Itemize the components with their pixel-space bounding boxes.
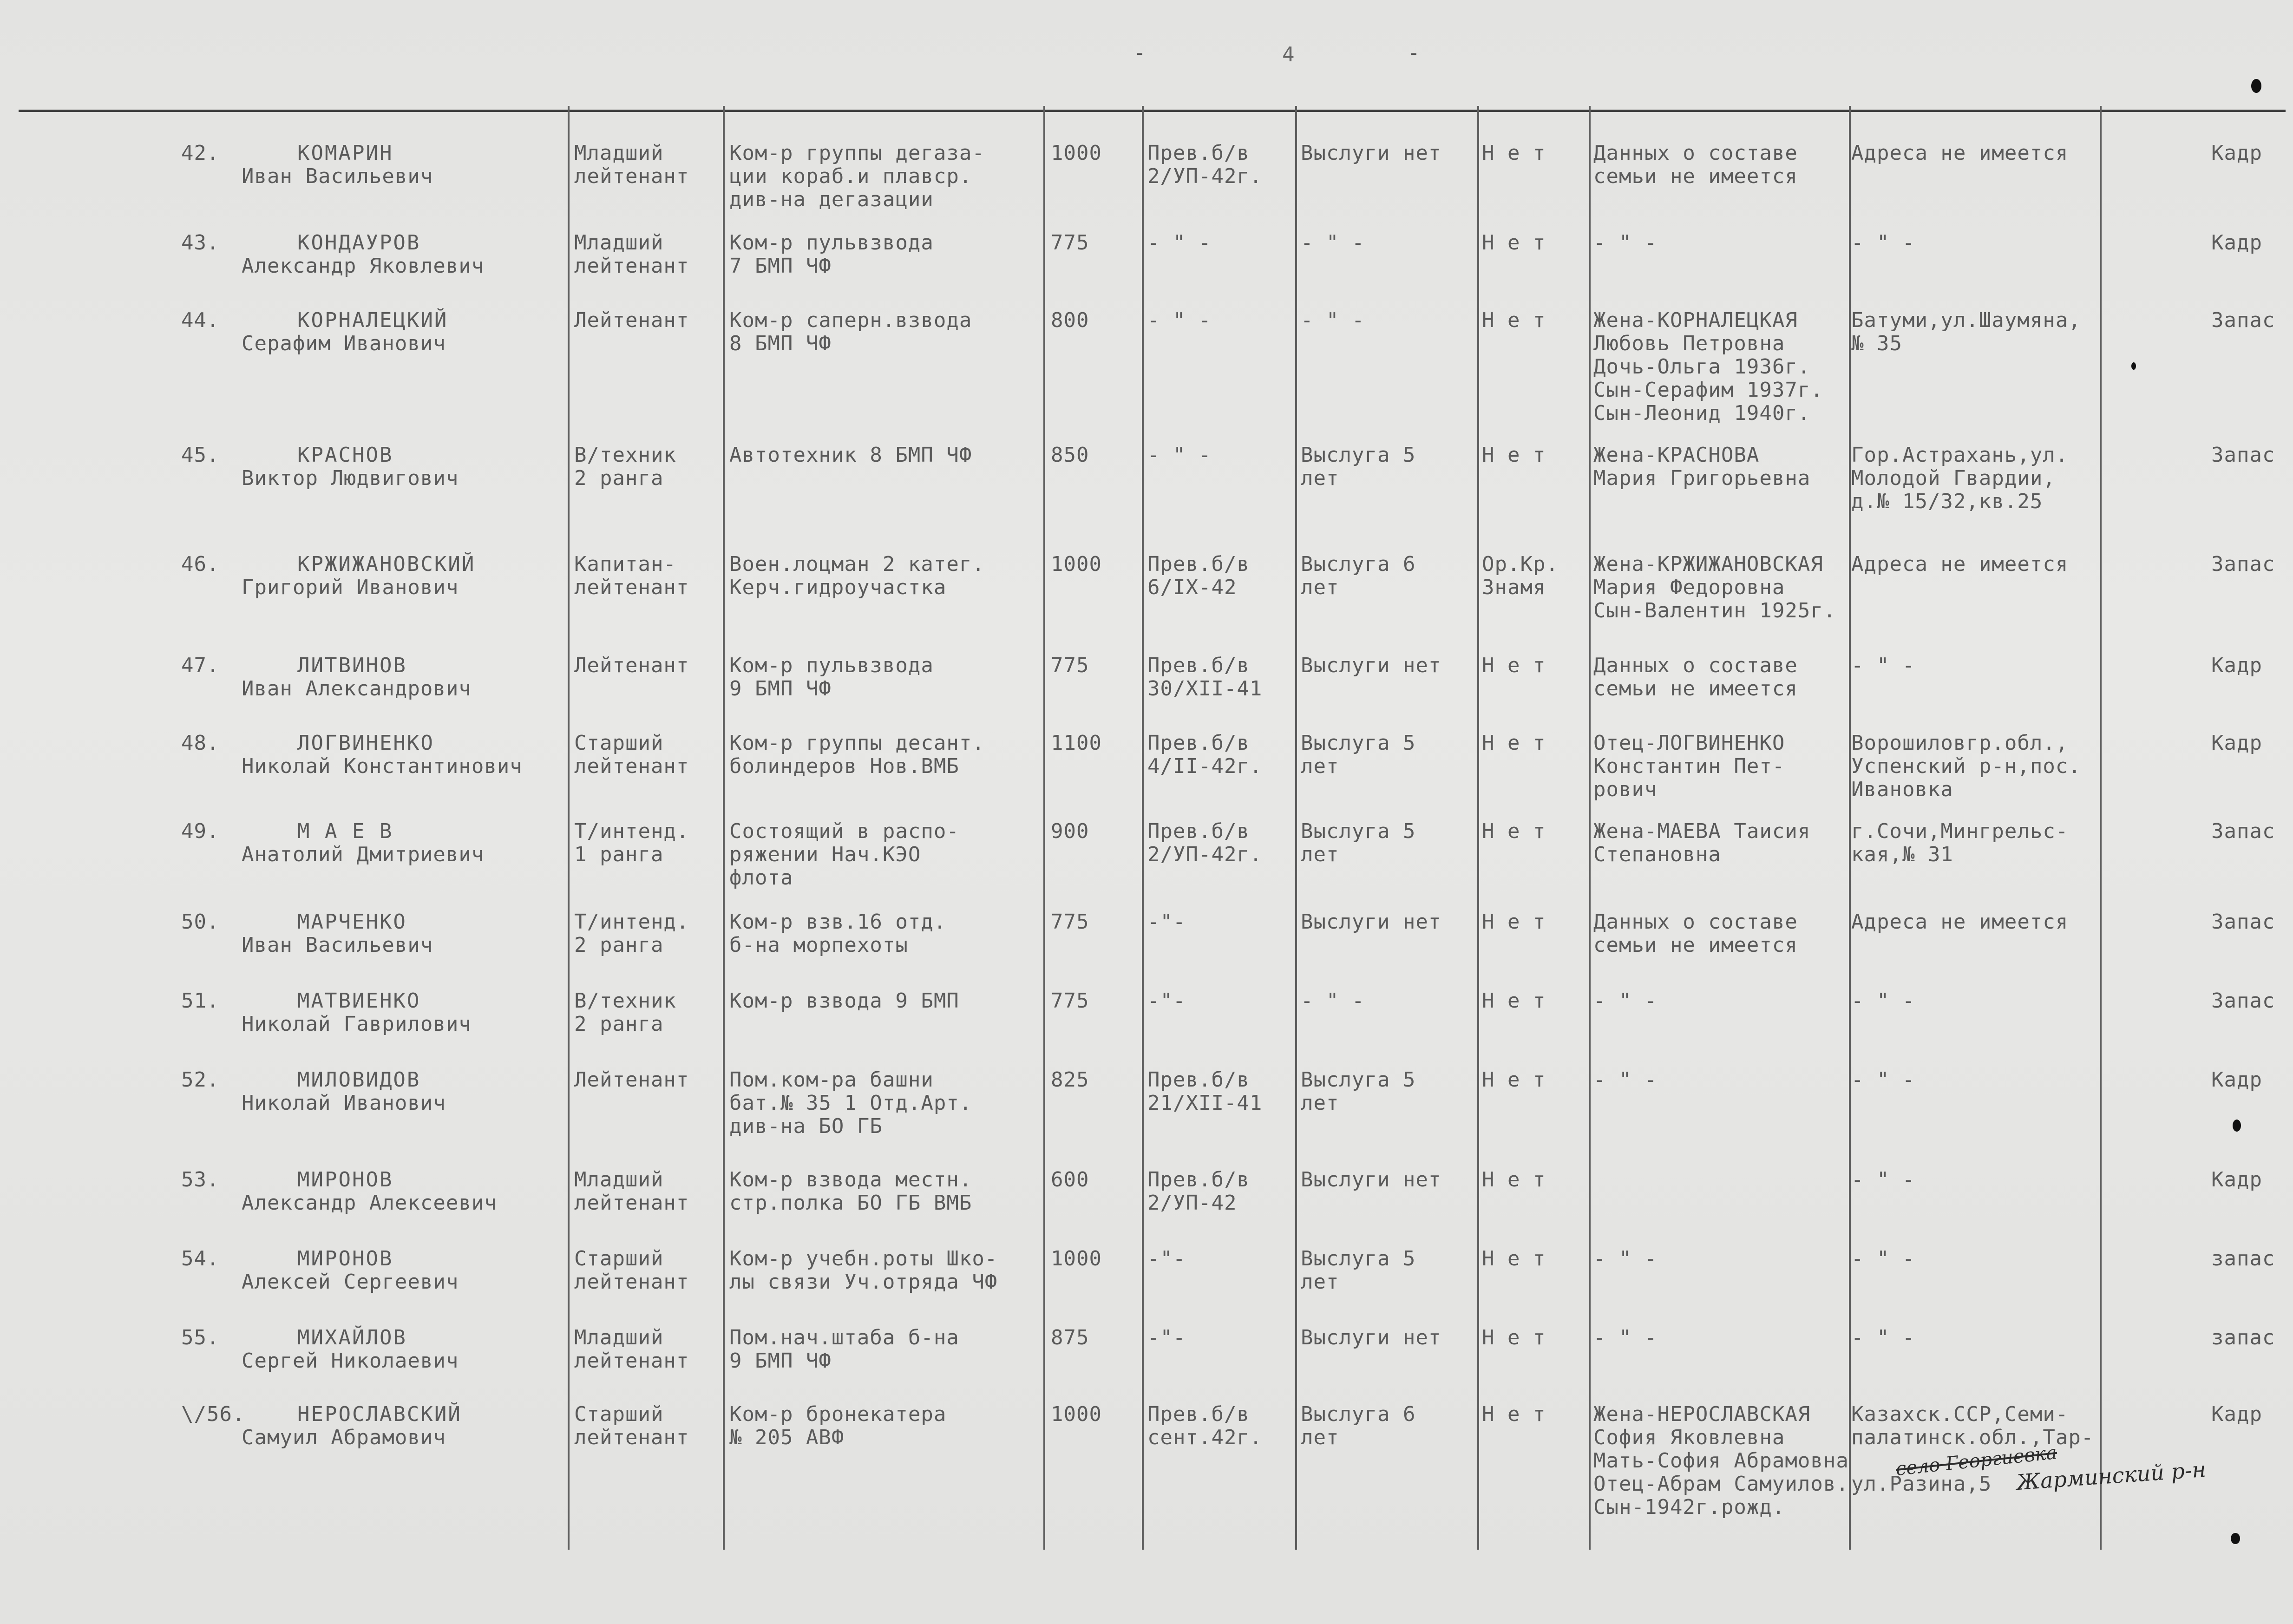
cell-order-ref: -"-	[1147, 989, 1186, 1013]
cell-awards: Н е т	[1482, 1068, 1546, 1092]
cell-address: - " -	[1851, 1168, 1915, 1192]
cell-address: Адреса не имеется	[1851, 552, 2069, 576]
cell-status: Кадр	[2211, 141, 2262, 165]
cell-surname: М А Е В	[297, 819, 393, 843]
cell-status: запас	[2211, 1326, 2275, 1349]
cell-row-number: \/56.	[181, 1402, 245, 1426]
cell-status: Кадр	[2211, 654, 2262, 677]
cell-rank: В/техник 2 ранга	[574, 443, 676, 490]
cell-rank: Старший лейтенант	[574, 731, 689, 778]
cell-row-number: 43.	[181, 231, 220, 255]
header-dash-left: -	[1133, 41, 1146, 65]
cell-service-length: Выслуга 5 лет	[1301, 731, 1416, 778]
column-divider	[1043, 106, 1045, 1550]
cell-salary: 1000	[1051, 141, 1102, 165]
cell-surname: МАРЧЕНКО	[297, 910, 407, 934]
cell-position: Воен.лоцман 2 катег. Керч.гидроучастка	[729, 552, 985, 599]
cell-service-length: - " -	[1301, 989, 1365, 1013]
cell-given-name: Николай Константинович	[242, 754, 523, 778]
cell-salary: 775	[1051, 910, 1089, 934]
cell-surname: МИРОНОВ	[297, 1168, 393, 1192]
cell-position: Автотехник 8 БМП ЧФ	[729, 443, 972, 467]
cell-salary: 850	[1051, 443, 1089, 467]
cell-rank: Старший лейтенант	[574, 1402, 689, 1449]
cell-row-number: 55.	[181, 1326, 220, 1349]
cell-given-name: Иван Васильевич	[242, 164, 433, 188]
cell-family-info: Жена-КРЖИЖАНОВСКАЯ Мария Федоровна Сын-Валентин 1925г.	[1593, 552, 1836, 622]
cell-family-info: - " -	[1593, 231, 1658, 255]
cell-row-number: 52.	[181, 1068, 220, 1092]
cell-address: - " -	[1851, 1247, 1915, 1270]
cell-surname: КОНДАУРОВ	[297, 231, 421, 255]
cell-awards: Н е т	[1482, 308, 1546, 332]
cell-given-name: Алексей Сергеевич	[242, 1270, 459, 1294]
cell-rank: Лейтенант	[574, 1068, 689, 1092]
cell-salary: 1100	[1051, 731, 1102, 755]
cell-status: Кадр	[2211, 1168, 2262, 1192]
cell-service-length: Выслуги нет	[1301, 654, 1441, 677]
cell-service-length: Выслуга 5 лет	[1301, 819, 1416, 866]
cell-given-name: Виктор Людвигович	[242, 466, 459, 490]
cell-address: Ворошиловгр.обл., Успенский р-н,пос. Ивановка	[1851, 731, 2081, 801]
cell-address: г.Сочи,Мингрельс- кая,№ 31	[1851, 819, 2069, 866]
cell-family-info: - " -	[1593, 1068, 1658, 1092]
cell-rank: Капитан- лейтенант	[574, 552, 689, 599]
cell-surname: КОРНАЛЕЦКИЙ	[297, 308, 448, 332]
cell-awards: Н е т	[1482, 1247, 1546, 1270]
cell-awards: Н е т	[1482, 654, 1546, 677]
cell-awards: Ор.Кр. Знамя	[1482, 552, 1559, 599]
cell-row-number: 49.	[181, 819, 220, 843]
ink-spot	[2231, 1533, 2240, 1544]
cell-rank: Лейтенант	[574, 654, 689, 677]
cell-awards: Н е т	[1482, 731, 1546, 755]
cell-order-ref: Прев.б/в 6/IX-42	[1147, 552, 1250, 599]
cell-position: Ком-р саперн.взвода 8 БМП ЧФ	[729, 308, 972, 355]
table-top-rule	[19, 110, 2286, 112]
cell-rank: Младший лейтенант	[574, 1326, 689, 1373]
cell-position: Ком-р пульвзвода 7 БМП ЧФ	[729, 231, 934, 278]
cell-awards: Н е т	[1482, 819, 1546, 843]
cell-service-length: - " -	[1301, 308, 1365, 332]
column-divider	[1142, 106, 1144, 1550]
cell-family-info: Жена-КРАСНОВА Мария Григорьевна	[1593, 443, 1811, 490]
cell-surname: МИХАЙЛОВ	[297, 1326, 407, 1349]
cell-status: Кадр	[2211, 231, 2262, 255]
cell-salary: 1000	[1051, 1402, 1102, 1426]
cell-awards: Н е т	[1482, 989, 1546, 1013]
cell-status: Запас	[2211, 308, 2275, 332]
cell-order-ref: -"-	[1147, 1326, 1186, 1349]
cell-rank: Младший лейтенант	[574, 141, 689, 188]
cell-rank: Т/интенд. 2 ранга	[574, 910, 689, 957]
column-divider	[723, 106, 725, 1550]
cell-surname: КРЖИЖАНОВСКИЙ	[297, 552, 476, 576]
cell-rank: В/техник 2 ранга	[574, 989, 676, 1036]
cell-given-name: Сергей Николаевич	[242, 1349, 459, 1373]
cell-awards: Н е т	[1482, 231, 1546, 255]
column-divider	[2100, 106, 2102, 1550]
cell-order-ref: -"-	[1147, 1247, 1186, 1270]
cell-family-info: Данных о составе семьи не имеется	[1593, 654, 1798, 701]
ink-spot	[2233, 1120, 2241, 1132]
cell-position: Пом.нач.штаба б-на 9 БМП ЧФ	[729, 1326, 959, 1373]
cell-status: Запас	[2211, 910, 2275, 934]
cell-surname: МИРОНОВ	[297, 1247, 393, 1270]
cell-service-length: Выслуга 6 лет	[1301, 1402, 1416, 1449]
cell-address: Адреса не имеется	[1851, 141, 2069, 165]
cell-position: Ком-р взв.16 отд. б-на морпехоты	[729, 910, 947, 957]
cell-awards: Н е т	[1482, 1326, 1546, 1349]
cell-order-ref: Прев.б/в 2/УП-42г.	[1147, 141, 1263, 188]
cell-service-length: - " -	[1301, 231, 1365, 255]
cell-salary: 800	[1051, 308, 1089, 332]
cell-rank: Т/интенд. 1 ранга	[574, 819, 689, 866]
cell-salary: 900	[1051, 819, 1089, 843]
cell-address: - " -	[1851, 989, 1915, 1013]
cell-order-ref: Прев.б/в сент.42г.	[1147, 1402, 1263, 1449]
cell-surname: КОМАРИН	[297, 141, 393, 165]
cell-family-info: Отец-ЛОГВИНЕНКО Константин Пет- рович	[1593, 731, 1785, 801]
cell-surname: МИЛОВИДОВ	[297, 1068, 421, 1092]
cell-status: Запас	[2211, 443, 2275, 467]
cell-row-number: 44.	[181, 308, 220, 332]
cell-surname: МАТВИЕНКО	[297, 989, 421, 1013]
cell-position: Пом.ком-ра башни бат.№ 35 1 Отд.Арт. див-на БО ГБ	[729, 1068, 972, 1138]
cell-address: - " -	[1851, 231, 1915, 255]
cell-address: - " -	[1851, 1326, 1915, 1349]
page-number: 4	[1282, 43, 1295, 66]
column-divider	[1477, 106, 1479, 1550]
cell-given-name: Иван Васильевич	[242, 933, 433, 957]
cell-address: - " -	[1851, 1068, 1915, 1092]
cell-row-number: 53.	[181, 1168, 220, 1192]
handwritten-note-village: село Георгиевка	[1894, 1441, 2058, 1480]
cell-awards: Н е т	[1482, 1402, 1546, 1426]
cell-surname: ЛИТВИНОВ	[297, 654, 407, 677]
cell-status: Кадр	[2211, 1068, 2262, 1092]
cell-rank: Лейтенант	[574, 308, 689, 332]
cell-order-ref: Прев.б/в 30/XII-41	[1147, 654, 1263, 701]
cell-service-length: Выслуги нет	[1301, 1168, 1441, 1192]
cell-awards: Н е т	[1482, 141, 1546, 165]
cell-row-number: 42.	[181, 141, 220, 165]
ink-spot	[2131, 362, 2136, 370]
cell-address: - " -	[1851, 654, 1915, 677]
cell-status: Запас	[2211, 819, 2275, 843]
cell-status: Кадр	[2211, 1402, 2262, 1426]
cell-order-ref: Прев.б/в 4/II-42г.	[1147, 731, 1263, 778]
column-divider	[1849, 106, 1851, 1550]
cell-given-name: Николай Гаврилович	[242, 1012, 472, 1036]
cell-given-name: Николай Иванович	[242, 1091, 446, 1115]
cell-surname: КРАСНОВ	[297, 443, 393, 467]
cell-service-length: Выслуга 5 лет	[1301, 443, 1416, 490]
cell-family-info: Жена-МАЕВА Таисия Степановна	[1593, 819, 1811, 866]
cell-position: Ком-р группы дегаза- ции кораб.и плавср. див-на дегазации	[729, 141, 985, 211]
cell-position: Ком-р взвода местн. стр.полка БО ГБ ВМБ	[729, 1168, 972, 1215]
cell-address: Адреса не имеется	[1851, 910, 2069, 934]
cell-given-name: Александр Алексеевич	[242, 1191, 497, 1215]
cell-family-info: Жена-КОРНАЛЕЦКАЯ Любовь Петровна Дочь-Ольга 1936г. Сын-Серафим 1937г. Сын-Леонид 1940г.	[1593, 308, 1823, 425]
cell-row-number: 51.	[181, 989, 220, 1013]
cell-row-number: 54.	[181, 1247, 220, 1270]
cell-family-info: - " -	[1593, 989, 1658, 1013]
cell-order-ref: - " -	[1147, 308, 1212, 332]
cell-given-name: Серафим Иванович	[242, 332, 446, 355]
cell-salary: 825	[1051, 1068, 1089, 1092]
cell-order-ref: Прев.б/в 21/XII-41	[1147, 1068, 1263, 1115]
cell-family-info: Жена-НЕРОСЛАВСКАЯ София Яковлевна Мать-София Абрамовна Отец-Абрам Самуилов. Сын-1942г.рожд.	[1593, 1402, 1849, 1519]
cell-service-length: Выслуги нет	[1301, 141, 1441, 165]
cell-rank: Младший лейтенант	[574, 231, 689, 278]
cell-status: запас	[2211, 1247, 2275, 1270]
cell-row-number: 47.	[181, 654, 220, 677]
cell-position: Ком-р пульвзвода 9 БМП ЧФ	[729, 654, 934, 701]
cell-family-info: - " -	[1593, 1326, 1658, 1349]
cell-status: Запас	[2211, 989, 2275, 1013]
cell-order-ref: Прев.б/в 2/УП-42г.	[1147, 819, 1263, 866]
cell-status: Запас	[2211, 552, 2275, 576]
header-dash-right: -	[1408, 41, 1420, 65]
cell-row-number: 50.	[181, 910, 220, 934]
cell-awards: Н е т	[1482, 443, 1546, 467]
cell-position: Ком-р группы десант. болиндеров Нов.ВМБ	[729, 731, 985, 778]
cell-position: Ком-р взвода 9 БМП	[729, 989, 959, 1013]
cell-order-ref: - " -	[1147, 443, 1212, 467]
cell-salary: 775	[1051, 231, 1089, 255]
cell-given-name: Анатолий Дмитриевич	[242, 843, 485, 866]
column-divider	[1589, 106, 1591, 1550]
cell-family-info: Данных о составе семьи не имеется	[1593, 910, 1798, 957]
ink-spot	[2251, 79, 2261, 93]
cell-awards: Н е т	[1482, 910, 1546, 934]
cell-service-length: Выслуги нет	[1301, 910, 1441, 934]
cell-order-ref: -"-	[1147, 910, 1186, 934]
cell-position: Состоящий в распо- ряжении Нач.КЭО флота	[729, 819, 959, 890]
cell-address: Гор.Астрахань,ул. Молодой Гвардии, д.№ 15/32,кв.25	[1851, 443, 2069, 513]
cell-given-name: Григорий Иванович	[242, 576, 459, 599]
cell-service-length: Выслуга 5 лет	[1301, 1247, 1416, 1294]
cell-given-name: Иван Александрович	[242, 677, 472, 701]
cell-status: Кадр	[2211, 731, 2262, 755]
cell-surname: НЕРОСЛАВСКИЙ	[297, 1402, 462, 1426]
cell-order-ref: Прев.б/в 2/УП-42	[1147, 1168, 1250, 1215]
cell-salary: 875	[1051, 1326, 1089, 1349]
cell-given-name: Александр Яковлевич	[242, 254, 485, 278]
column-divider	[1295, 106, 1297, 1550]
cell-service-length: Выслуга 6 лет	[1301, 552, 1416, 599]
cell-salary: 775	[1051, 989, 1089, 1013]
column-divider	[568, 106, 570, 1550]
cell-position: Ком-р бронекатера № 205 АВФ	[729, 1402, 947, 1449]
cell-service-length: Выслуги нет	[1301, 1326, 1441, 1349]
handwritten-note-district: Жарминский р-н	[2015, 1456, 2207, 1495]
cell-row-number: 45.	[181, 443, 220, 467]
cell-salary: 1000	[1051, 552, 1102, 576]
cell-service-length: Выслуга 5 лет	[1301, 1068, 1416, 1115]
cell-position: Ком-р учебн.роты Шко- лы связи Уч.отряда ЧФ	[729, 1247, 998, 1294]
cell-rank: Младший лейтенант	[574, 1168, 689, 1215]
cell-salary: 1000	[1051, 1247, 1102, 1270]
cell-family-info: - " -	[1593, 1247, 1658, 1270]
cell-salary: 775	[1051, 654, 1089, 677]
cell-salary: 600	[1051, 1168, 1089, 1192]
cell-order-ref: - " -	[1147, 231, 1212, 255]
cell-address: Батуми,ул.Шаумяна, № 35	[1851, 308, 2081, 355]
cell-given-name: Самуил Абрамович	[242, 1426, 446, 1449]
cell-address: Казахск.ССР,Семи- палатинск.обл.,Тар- ул.Разина,5	[1851, 1402, 2094, 1496]
cell-family-info: Данных о составе семьи не имеется	[1593, 141, 1798, 188]
cell-row-number: 48.	[181, 731, 220, 755]
cell-rank: Старший лейтенант	[574, 1247, 689, 1294]
cell-awards: Н е т	[1482, 1168, 1546, 1192]
cell-row-number: 46.	[181, 552, 220, 576]
cell-surname: ЛОГВИНЕНКО	[297, 731, 434, 755]
